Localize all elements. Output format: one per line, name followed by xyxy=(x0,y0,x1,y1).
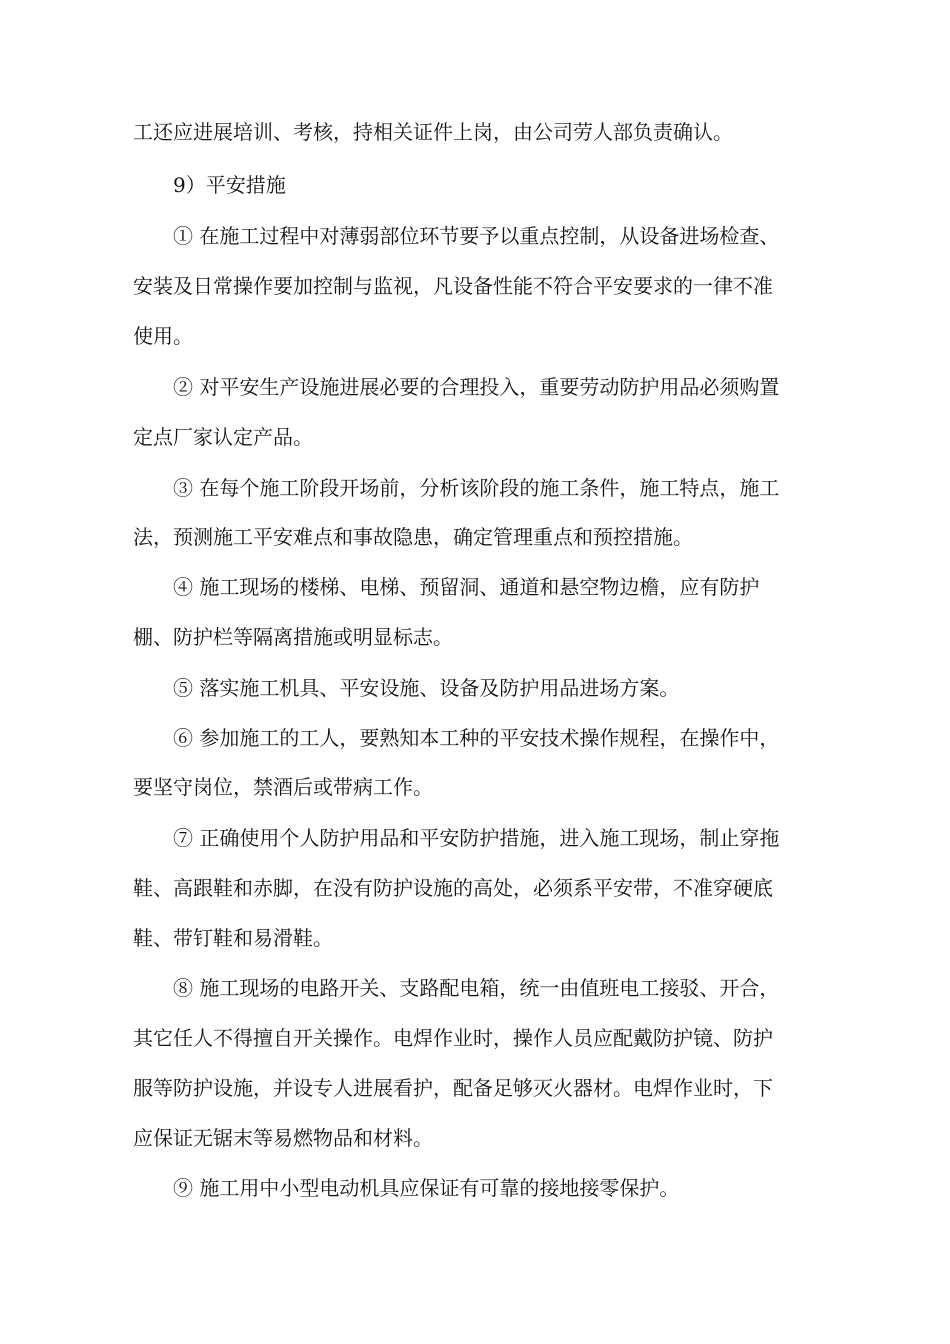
text-line: 其它任人不得擅自开关操作。电焊作业时，操作人员应配戴防护镜、防护 xyxy=(133,1026,773,1050)
text-line: ⑨ 施工用中小型电动机具应保证有可靠的接地接零保护。 xyxy=(173,1176,680,1200)
text-line: ① 在施工过程中对薄弱部位环节要予以重点控制，从设备进场检查、 xyxy=(173,224,780,248)
text-line: 使用。 xyxy=(133,324,193,348)
text-line: 应保证无锯末等易燃物品和材料。 xyxy=(133,1126,433,1150)
text-line: ③ 在每个施工阶段开场前，分析该阶段的施工条件，施工特点，施工 xyxy=(173,476,780,500)
text-line: ⑤ 落实施工机具、平安设施、设备及防护用品进场方案。 xyxy=(173,676,680,700)
text-line: ⑦ 正确使用个人防护用品和平安防护措施，进入施工现场，制止穿拖 xyxy=(173,826,780,850)
text-line: 服等防护设施，并设专人进展看护，配备足够灭火器材。电焊作业时，下 xyxy=(133,1076,773,1100)
text-line: ⑥ 参加施工的工人，要熟知本工种的平安技术操作规程，在操作中， xyxy=(173,726,780,750)
text-line: 鞋、带钉鞋和易滑鞋。 xyxy=(133,926,333,950)
text-line: 鞋、高跟鞋和赤脚，在没有防护设施的高处，必须系平安带，不准穿硬底 xyxy=(133,876,773,900)
text-line: 安装及日常操作要加控制与监视，凡设备性能不符合平安要求的一律不准 xyxy=(133,274,773,298)
text-line: ② 对平安生产设施进展必要的合理投入，重要劳动防护用品必须购置 xyxy=(173,375,780,399)
text-line: 定点厂家认定产品。 xyxy=(133,425,313,449)
section-heading: 9）平安措施 xyxy=(173,173,286,197)
text-line: 法，预测施工平安难点和事故隐患，确定管理重点和预控措施。 xyxy=(133,525,693,549)
text-line: ④ 施工现场的楼梯、电梯、预留洞、通道和悬空物边檐，应有防护 xyxy=(173,575,760,599)
text-line: 棚、防护栏等隔离措施或明显标志。 xyxy=(133,625,453,649)
text-line: 工还应进展培训、考核，持相关证件上岗，由公司劳人部负责确认。 xyxy=(133,120,733,144)
text-line: ⑧ 施工现场的电路开关、支路配电箱，统一由值班电工接驳、开合， xyxy=(173,976,780,1000)
text-line: 要坚守岗位，禁酒后或带病工作。 xyxy=(133,775,433,799)
